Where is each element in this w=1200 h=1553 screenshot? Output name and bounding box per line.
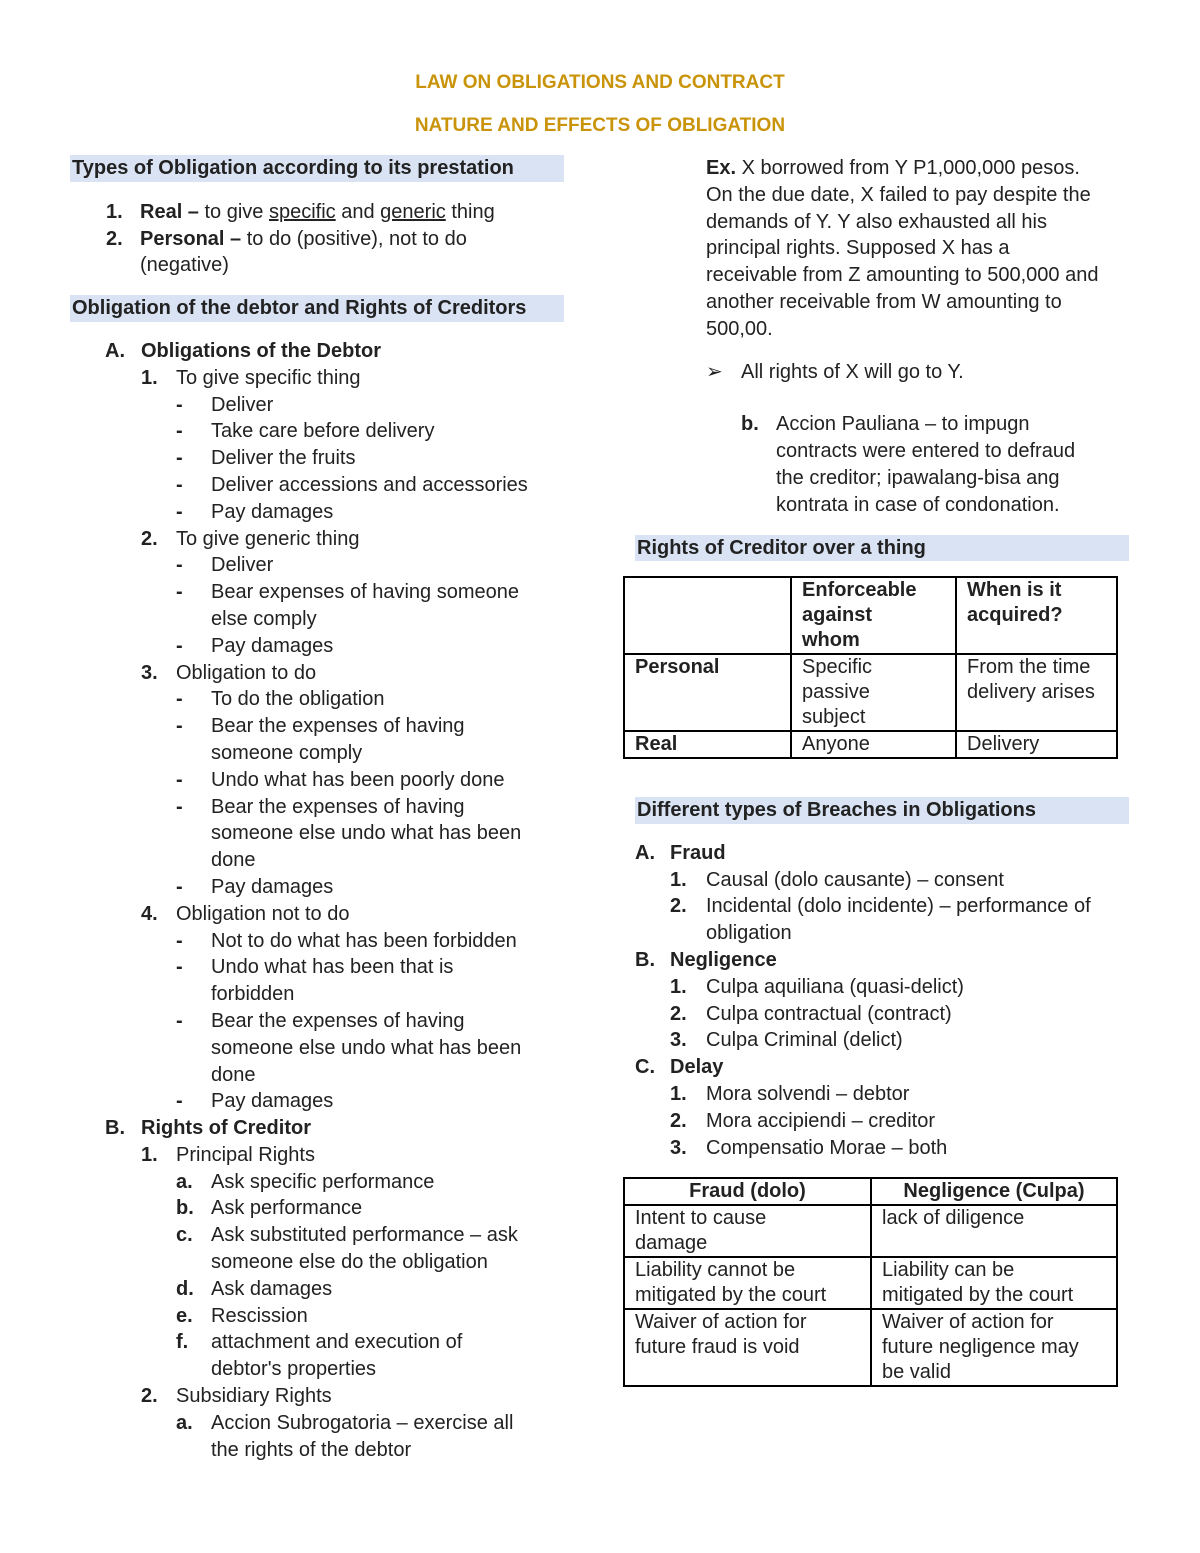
- mark: 2.: [141, 1385, 158, 1408]
- label: Pay damages: [211, 634, 334, 657]
- table-cell: Real: [624, 731, 791, 758]
- label: Compensatio Morae – both: [706, 1136, 948, 1159]
- label: Bear the expenses of having: [211, 715, 465, 738]
- label: Ask damages: [211, 1277, 333, 1300]
- section-header-breaches: Different types of Breaches in Obligations: [635, 797, 1129, 824]
- table-cell: subject: [802, 706, 866, 728]
- table-cell: future fraud is void: [635, 1336, 800, 1358]
- dash: -: [176, 1090, 183, 1113]
- example-text: demands of Y. Y also exhausted all his: [706, 210, 1047, 233]
- mark: 1.: [141, 366, 158, 389]
- mark: a.: [176, 1170, 193, 1193]
- table-cell: From the time: [967, 656, 1091, 678]
- dash: -: [176, 875, 183, 898]
- dash: -: [176, 1009, 183, 1032]
- item-text: specific: [268, 200, 336, 223]
- dash: -: [176, 393, 183, 416]
- mark: B.: [635, 948, 655, 971]
- label: done: [211, 1063, 256, 1086]
- item-text: generic: [380, 200, 446, 223]
- label: forbidden: [211, 983, 295, 1006]
- document-subtitle: NATURE AND EFFECTS OF OBLIGATION: [414, 115, 786, 136]
- label: Pay damages: [211, 1090, 334, 1113]
- label: Take care before delivery: [211, 420, 435, 443]
- label: Bear the expenses of having: [211, 795, 465, 818]
- item-term: Personal –: [140, 227, 242, 250]
- label: To give generic thing: [176, 527, 360, 550]
- label: Mora solvendi – debtor: [706, 1082, 910, 1105]
- table-cell: Delivery: [956, 731, 1117, 758]
- item-term: Real –: [140, 200, 199, 223]
- dash: -: [176, 768, 183, 791]
- fraud-negligence-table: [623, 1177, 1118, 1387]
- dash: -: [176, 447, 183, 470]
- label: Culpa Criminal (delict): [706, 1029, 903, 1052]
- table-header: acquired?: [967, 604, 1063, 626]
- label: else comply: [211, 607, 317, 630]
- table-cell: Waiver of action for: [882, 1311, 1054, 1333]
- section-header-rights: Rights of Creditor over a thing: [635, 535, 1129, 562]
- table-header: Negligence (Culpa): [871, 1178, 1117, 1205]
- label: Principal Rights: [176, 1143, 315, 1166]
- mark: 1.: [670, 975, 687, 998]
- label: Pay damages: [211, 500, 334, 523]
- mark: 4.: [141, 902, 158, 925]
- mark: 2.: [141, 527, 158, 550]
- example-note: All rights of X will go to Y.: [741, 360, 964, 383]
- table-cell: Specific: [802, 656, 873, 678]
- dash: -: [176, 929, 183, 952]
- label: Culpa contractual (contract): [706, 1002, 952, 1025]
- table-cell: delivery arises: [967, 681, 1095, 703]
- arrow-bullet-icon: ➢: [706, 360, 723, 383]
- example-text: receivable from Z amounting to 500,000 and: [706, 264, 1099, 287]
- mark: e.: [176, 1304, 193, 1327]
- table-cell: mitigated by the court: [635, 1284, 827, 1306]
- example-text: principal rights. Supposed X has a: [706, 237, 1010, 260]
- table-cell: damage: [635, 1232, 708, 1254]
- item-text: and: [335, 200, 381, 223]
- table-row: [624, 654, 1117, 731]
- label: Ask specific performance: [211, 1170, 435, 1193]
- dash: -: [176, 554, 183, 577]
- section-header-obligations: Obligation of the debtor and Rights of Creditors: [70, 295, 564, 322]
- section-b: [70, 1115, 570, 1142]
- table-cell: Liability cannot be: [635, 1259, 796, 1281]
- breaches-section: [635, 797, 1135, 1161]
- dash: -: [176, 581, 183, 604]
- label: Causal (dolo causante) – consent: [706, 868, 1004, 891]
- mark: C.: [635, 1056, 655, 1079]
- label: Delay: [670, 1056, 724, 1079]
- section-a: [70, 338, 570, 365]
- label: Accion Pauliana – to impugn: [776, 413, 1030, 436]
- label: Obligation to do: [176, 661, 317, 684]
- label: kontrata in case of condonation.: [776, 493, 1060, 516]
- table-cell: Intent to cause: [635, 1207, 767, 1229]
- table-cell: be valid: [882, 1361, 951, 1383]
- example-text: X borrowed from Y P1,000,000 pesos.: [736, 157, 1080, 179]
- mark: 1.: [141, 1143, 158, 1166]
- label: Undo what has been that is: [211, 956, 454, 979]
- label: To give specific thing: [176, 366, 361, 389]
- item-text: to do (positive), not to do: [241, 227, 467, 250]
- table-header: When is it: [967, 579, 1062, 601]
- dash: -: [176, 634, 183, 657]
- label: done: [211, 849, 256, 872]
- mark: 2.: [670, 895, 687, 918]
- left-column: [70, 155, 570, 1463]
- label: someone comply: [211, 741, 363, 764]
- label: Obligations of the Debtor: [141, 339, 381, 362]
- label: the creditor; ipawalang-bisa ang: [776, 466, 1060, 489]
- table-header: Fraud (dolo): [624, 1178, 871, 1205]
- label: Deliver: [211, 554, 274, 577]
- label: Incidental (dolo incidente) – performance of: [706, 895, 1091, 918]
- table-cell: lack of diligence: [882, 1207, 1025, 1229]
- mark: b.: [176, 1197, 194, 1220]
- label: someone else do the obligation: [211, 1251, 488, 1274]
- item-number: 2.: [106, 227, 123, 250]
- table-cell: Liability can be: [882, 1259, 1015, 1281]
- label: Not to do what has been forbidden: [211, 929, 517, 952]
- label: To do the obligation: [211, 688, 385, 711]
- label: Deliver accessions and accessories: [211, 473, 528, 496]
- label: Pay damages: [211, 875, 334, 898]
- item-number: 1.: [106, 200, 123, 223]
- table-cell: passive: [802, 681, 870, 703]
- label: the rights of the debtor: [211, 1438, 412, 1461]
- table-row: [624, 1257, 1117, 1309]
- item-text: thing: [445, 200, 495, 223]
- label: Bear the expenses of having: [211, 1009, 465, 1032]
- dash: -: [176, 715, 183, 738]
- mark: 1.: [670, 1082, 687, 1105]
- mark: b.: [741, 413, 759, 436]
- table-cell: Personal: [624, 654, 791, 731]
- example-label: Ex.: [706, 157, 737, 179]
- dash: -: [176, 473, 183, 496]
- section-header-types: Types of Obligation according to its prestation: [70, 155, 564, 182]
- mark: f.: [176, 1331, 189, 1354]
- rights-table: [623, 576, 1118, 759]
- right-column: [635, 155, 1135, 561]
- mark: 3.: [670, 1029, 687, 1052]
- document-title: LAW ON OBLIGATIONS AND CONTRACT: [415, 72, 785, 93]
- mark: a.: [176, 1411, 193, 1434]
- label: Bear expenses of having someone: [211, 581, 519, 604]
- label: Rescission: [211, 1304, 308, 1327]
- table-cell: Anyone: [791, 731, 956, 758]
- table-row: [624, 731, 1117, 758]
- dash: -: [176, 500, 183, 523]
- mark: 2.: [670, 1109, 687, 1132]
- mark: d.: [176, 1277, 194, 1300]
- table-header: whom: [802, 629, 860, 651]
- label: Accion Subrogatoria – exercise all: [211, 1411, 514, 1434]
- label: Ask performance: [211, 1197, 363, 1220]
- label: Culpa aquiliana (quasi-delict): [706, 975, 964, 998]
- label: Obligation not to do: [176, 902, 350, 925]
- label: someone else undo what has been: [211, 822, 522, 845]
- list-item: [70, 226, 570, 253]
- label: Deliver the fruits: [211, 447, 356, 470]
- table-row: [624, 1309, 1117, 1386]
- label: debtor's properties: [211, 1358, 377, 1381]
- label: attachment and execution of: [211, 1331, 463, 1354]
- table-header: Enforceable: [802, 579, 917, 601]
- table-cell: Waiver of action for: [635, 1311, 807, 1333]
- mark: c.: [176, 1224, 193, 1247]
- dash: -: [176, 956, 183, 979]
- table-cell: mitigated by the court: [882, 1284, 1074, 1306]
- label: Ask substituted performance – ask: [211, 1224, 518, 1247]
- label: Subsidiary Rights: [176, 1385, 332, 1408]
- label: obligation: [706, 922, 792, 945]
- table-row: [624, 1205, 1117, 1257]
- label: contracts were entered to defraud: [776, 440, 1076, 463]
- table-cell: future negligence may: [882, 1336, 1079, 1358]
- mark: 3.: [141, 661, 158, 684]
- item-text: to give: [198, 200, 269, 223]
- label: Deliver: [211, 393, 274, 416]
- label: Rights of Creditor: [141, 1117, 311, 1140]
- mark: A.: [635, 841, 655, 864]
- label: Mora accipiendi – creditor: [706, 1109, 935, 1132]
- table-header: against: [802, 604, 873, 626]
- example-text: On the due date, X failed to pay despite the: [706, 183, 1091, 206]
- dash: -: [176, 795, 183, 818]
- dash: -: [176, 420, 183, 443]
- dash: -: [176, 688, 183, 711]
- label: Fraud: [670, 841, 726, 864]
- mark: A.: [105, 339, 125, 362]
- mark: 3.: [670, 1136, 687, 1159]
- mark: 1.: [670, 868, 687, 891]
- mark: 2.: [670, 1002, 687, 1025]
- mark: B.: [105, 1117, 125, 1140]
- label: Undo what has been poorly done: [211, 768, 505, 791]
- label: Negligence: [670, 948, 777, 971]
- example-text: another receivable from W amounting to: [706, 290, 1062, 313]
- list-item: [70, 199, 570, 226]
- example-text: 500,00.: [706, 317, 773, 340]
- label: someone else undo what has been: [211, 1036, 522, 1059]
- item-text: (negative): [140, 254, 229, 277]
